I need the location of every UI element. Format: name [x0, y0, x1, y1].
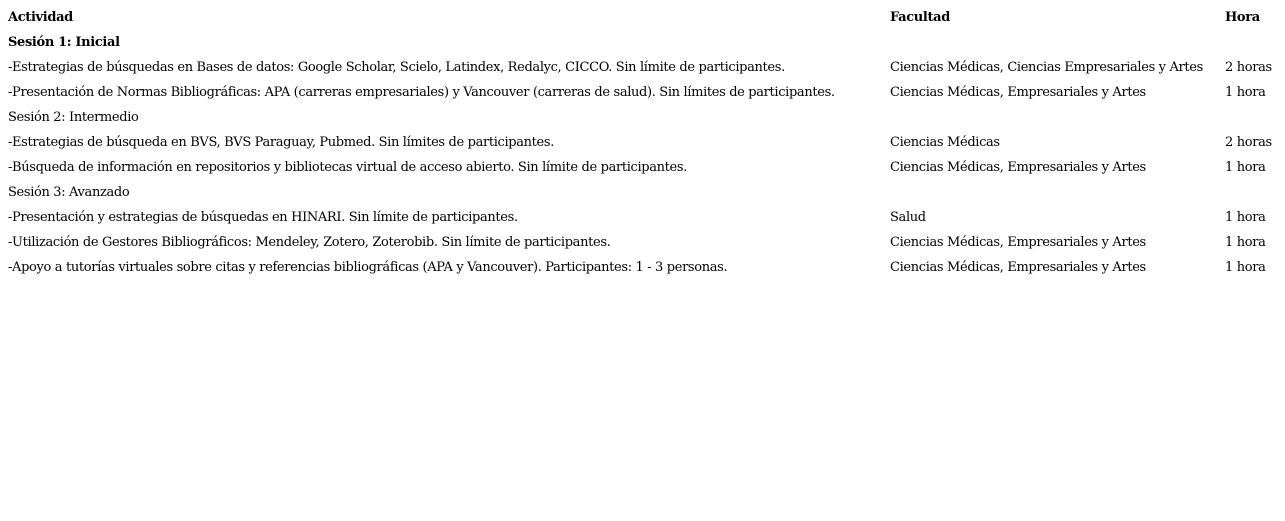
header-faculty: Facultad [890, 10, 950, 25]
hours-cell [1221, 30, 1281, 55]
faculty-cell [886, 105, 1221, 130]
session-heading-row [4, 180, 1281, 205]
header-hours: Hora [1225, 10, 1260, 25]
header-activity: Actividad [8, 10, 73, 25]
table-row [4, 155, 1281, 180]
table-body [4, 30, 1281, 280]
table-row [4, 55, 1281, 80]
faculty-cell: Ciencias Médicas, Empresariales y Artes [890, 235, 1146, 250]
activity-cell: -Presentación de Normas Bibliográficas: APA (carreras empresariales) y Vancouver (carreras de salud). Sin límites de participantes. [8, 85, 835, 100]
faculty-cell: Salud [890, 210, 926, 225]
table-row [4, 230, 1281, 255]
session-heading-row [4, 105, 1281, 130]
table-row [4, 80, 1281, 105]
activity-cell: Sesión 3: Avanzado [8, 185, 130, 200]
hours-cell: 2 horas [1225, 135, 1272, 150]
hours-cell [1221, 180, 1281, 205]
activity-cell: -Estrategias de búsquedas en Bases de datos: Google Scholar, Scielo, Latindex, Redalyc, CICCO. Sin límite de participantes. [8, 60, 785, 75]
table-header-row [4, 5, 1281, 30]
activity-cell: -Estrategias de búsqueda en BVS, BVS Paraguay, Pubmed. Sin límites de participantes. [8, 135, 554, 150]
table-row [4, 255, 1281, 280]
faculty-cell: Ciencias Médicas, Empresariales y Artes [890, 160, 1146, 175]
activity-schedule-table [4, 5, 1281, 280]
activity-cell: Sesión 1: Inicial [8, 35, 120, 50]
faculty-cell: Ciencias Médicas, Ciencias Empresariales y Artes [890, 60, 1203, 75]
hours-cell: 1 hora [1225, 160, 1266, 175]
hours-cell: 1 hora [1225, 210, 1266, 225]
faculty-cell: Ciencias Médicas, Empresariales y Artes [890, 260, 1146, 275]
table-row [4, 205, 1281, 230]
activity-cell: -Utilización de Gestores Bibliográficos: Mendeley, Zotero, Zoterobib. Sin límite de participantes. [8, 235, 611, 250]
hours-cell: 1 hora [1225, 235, 1266, 250]
hours-cell: 2 horas [1225, 60, 1272, 75]
faculty-cell [886, 30, 1221, 55]
hours-cell: 1 hora [1225, 85, 1266, 100]
session-heading-row [4, 30, 1281, 55]
hours-cell: 1 hora [1225, 260, 1266, 275]
activity-cell: -Apoyo a tutorías virtuales sobre citas y referencias bibliográficas (APA y Vancouver). Participantes: 1 - 3 personas. [8, 260, 728, 275]
activity-cell: Sesión 2: Intermedio [8, 110, 139, 125]
activity-cell: -Presentación y estrategias de búsquedas en HINARI. Sin límite de participantes. [8, 210, 518, 225]
activity-cell: -Búsqueda de información en repositorios y bibliotecas virtual de acceso abierto. Sin límite de participantes. [8, 160, 687, 175]
faculty-cell: Ciencias Médicas, Empresariales y Artes [890, 85, 1146, 100]
table-row [4, 130, 1281, 155]
faculty-cell: Ciencias Médicas [890, 135, 1000, 150]
hours-cell [1221, 105, 1281, 130]
faculty-cell [886, 180, 1221, 205]
